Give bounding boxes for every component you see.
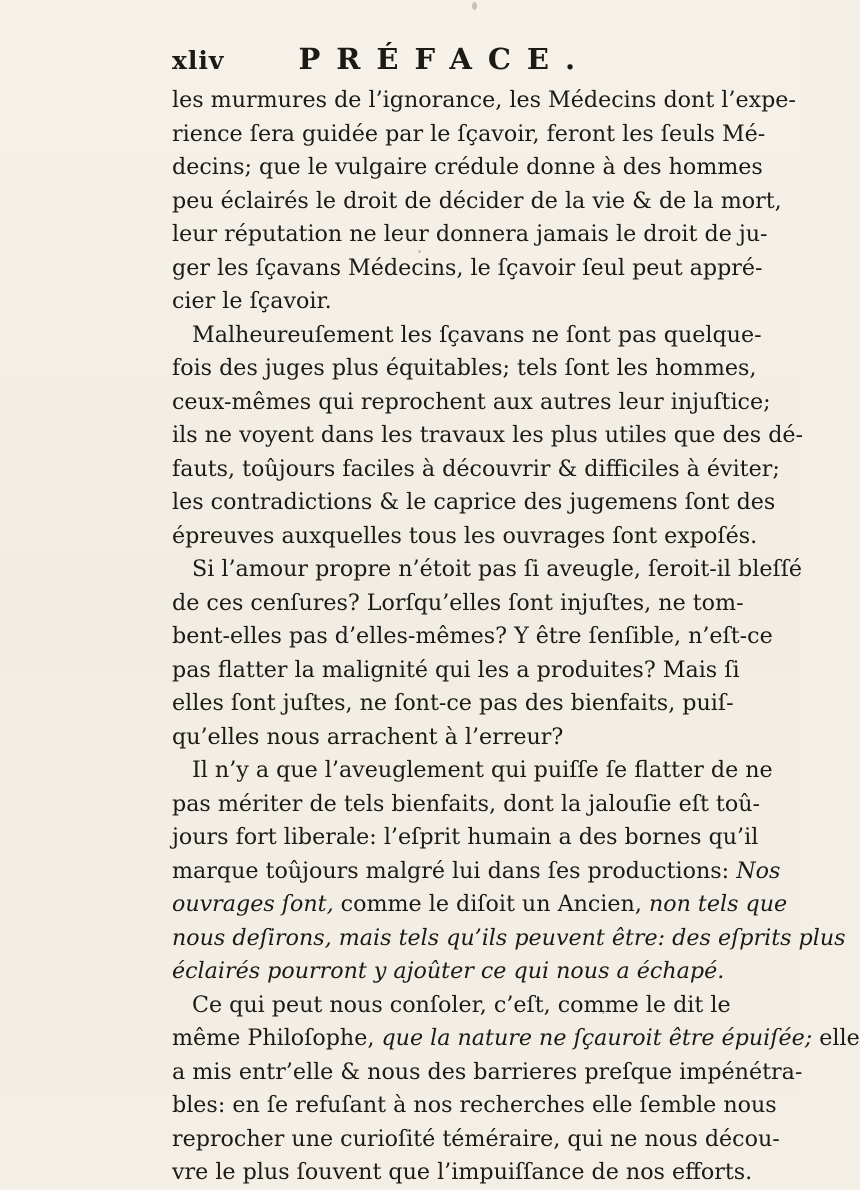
- text-line: ceux-mêmes qui reprochent aux autres leur injuſtice;: [172, 388, 771, 415]
- italic-segment: Nos: [736, 857, 781, 884]
- text-line-mixed: [172, 1022, 860, 1056]
- text-line: ger les ſçavans Médecins, le ſçavoir ſeul peut appré-: [172, 254, 763, 281]
- body-text: [172, 84, 860, 1190]
- text-line-mixed: [172, 855, 781, 889]
- running-head: PRÉFACE.: [298, 42, 592, 76]
- text-line: de ces cenſures? Lorſqu’elles ſont injuſtes, ne tom-: [172, 589, 744, 616]
- text-line: leur réputation ne leur donnera jamais le droit de ju-: [172, 221, 768, 247]
- text-line: les murmures de l’ignorance, les Médecins dont l’expe-: [172, 87, 796, 113]
- text-segment: elle: [812, 1025, 860, 1051]
- italic-segment: que la nature ne ſçauroit être épuiſée;: [381, 1025, 813, 1051]
- text-line: jours fort liberale: l’eſprit humain a des bornes qu’il: [172, 824, 759, 850]
- page-header: [172, 42, 650, 82]
- text-line: fauts, toûjours faciles à découvrir & difficiles à éviter;: [172, 455, 780, 482]
- text-line: ils ne voyent dans les travaux les plus utiles que des dé-: [172, 422, 804, 448]
- text-line: bent-elles pas d’elles-mêmes? Y être ſenſible, n’eſt-ce: [172, 623, 773, 649]
- text-segment: comme le diſoit un Ancien,: [333, 891, 649, 917]
- text-line: qu’elles nous arrachent à l’erreur?: [172, 723, 564, 750]
- text-line: decins; que le vulgaire crédule donne à des hommes: [172, 154, 763, 180]
- text-line: Malheureuſement les ſçavans ne ſont pas quelque-: [192, 321, 762, 348]
- italic-line: nous deſirons, mais tels qu’ils peuvent être: des eſprits plus: [172, 924, 846, 951]
- text-segment: même Philoſophe,: [172, 1025, 382, 1051]
- text-line: les contradictions & le caprice des jugemens ſont des: [172, 489, 776, 515]
- text-line: Il n’y a que l’aveuglement qui puiſſe ſe flatter de ne: [192, 757, 773, 783]
- ink-speck: [472, 2, 477, 10]
- text-line: fois des juges plus équitables; tels ſont les hommes,: [172, 355, 757, 381]
- text-line: pas mériter de tels bienfaits, dont la jalouſie eſt toû-: [172, 790, 760, 817]
- text-line: reprocher une curioſité téméraire, qui ne nous décou-: [172, 1125, 780, 1152]
- text-line: elles ſont juſtes, ne ſont-ce pas des bienfaits, puiſ-: [172, 690, 734, 716]
- text-line: cier le ſçavoir.: [172, 288, 332, 314]
- text-line: épreuves auxquelles tous les ouvrages ſont expoſés.: [172, 522, 758, 549]
- text-line: bles: en ſe refuſant à nos recherches elle ſemble nous: [172, 1092, 777, 1118]
- italic-segment: non tels que: [648, 891, 788, 917]
- text-line: a mis entr’elle & nous des barrieres preſque impénétra-: [172, 1058, 803, 1085]
- text-line: vre le plus ſouvent que l’impuiſſance de nos efforts.: [172, 1159, 753, 1185]
- text-line-mixed: [172, 888, 788, 922]
- text-line: Ce qui peut nous conſoler, c’eſt, comme le dit le: [192, 991, 731, 1018]
- text-line: peu éclairés le droit de décider de la vie & de la mort,: [172, 187, 782, 214]
- text-line: Si l’amour propre n’étoit pas ſi aveugle, ſeroit-il bleſſé: [192, 556, 803, 582]
- text-segment: marque toûjours malgré lui dans ſes productions:: [172, 857, 737, 884]
- text-line: pas flatter la malignité qui les a produites? Mais ſi: [172, 656, 740, 683]
- page-number: xliv: [172, 46, 225, 75]
- text-line: rience ſera guidée par le ſçavoir, feront les ſeuls Mé-: [172, 120, 766, 147]
- italic-line: éclairés pourront y ajoûter ce qui nous a échapé.: [172, 958, 725, 984]
- italic-segment: ouvrages ſont,: [172, 891, 334, 917]
